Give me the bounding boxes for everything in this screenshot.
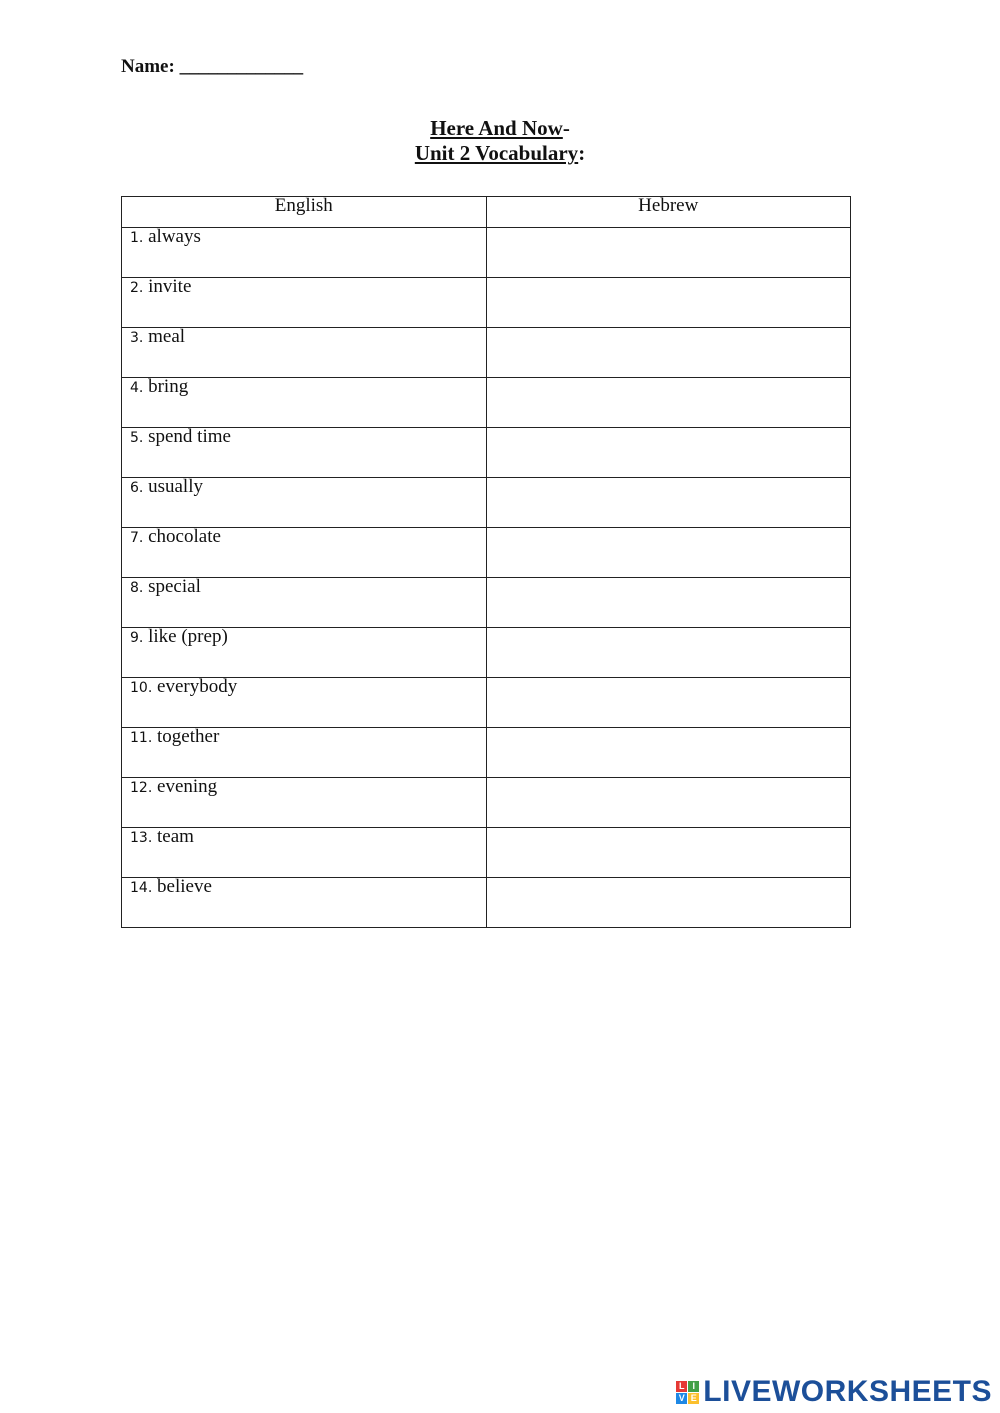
english-word: team: [157, 826, 194, 847]
english-cell: [122, 678, 487, 728]
liveworksheets-logo-icon: [676, 1381, 699, 1404]
item-number: 8.: [130, 580, 144, 596]
table-row: [122, 878, 851, 928]
table-row: [122, 528, 851, 578]
english-cell: [122, 728, 487, 778]
column-header-hebrew: Hebrew: [486, 197, 851, 228]
english-word: meal: [148, 326, 186, 347]
title-line-2: Unit 2 Vocabulary: [414, 141, 579, 165]
item-number: 12.: [130, 780, 153, 796]
hebrew-answer-cell[interactable]: [486, 378, 851, 428]
table-row: [122, 778, 851, 828]
item-number: 6.: [130, 480, 144, 496]
hebrew-answer-cell[interactable]: [486, 228, 851, 278]
table-row: [122, 728, 851, 778]
english-word: special: [148, 576, 201, 597]
english-cell: [122, 228, 487, 278]
logo-letter-tile: I: [688, 1381, 699, 1392]
item-number: 3.: [130, 330, 144, 346]
hebrew-answer-cell[interactable]: [486, 678, 851, 728]
table-row: [122, 278, 851, 328]
name-blank-line[interactable]: _____________: [179, 56, 304, 77]
hebrew-answer-cell[interactable]: [486, 628, 851, 678]
english-word: usually: [148, 476, 203, 497]
item-number: 4.: [130, 380, 144, 396]
hebrew-answer-cell[interactable]: [486, 528, 851, 578]
english-word: believe: [157, 876, 212, 897]
table-row: [122, 628, 851, 678]
table-row: [122, 828, 851, 878]
english-cell: [122, 578, 487, 628]
english-cell: [122, 878, 487, 928]
item-number: 13.: [130, 830, 153, 846]
item-number: 9.: [130, 630, 144, 646]
hebrew-answer-cell[interactable]: [486, 328, 851, 378]
english-word: bring: [148, 376, 189, 397]
english-word: like (prep): [148, 626, 228, 647]
table-header-row: [122, 197, 851, 228]
title-line-2-suffix: :: [578, 141, 586, 165]
name-label: Name:: [121, 56, 175, 77]
table-row: [122, 678, 851, 728]
english-cell: [122, 478, 487, 528]
english-word: everybody: [157, 676, 238, 697]
item-number: 10.: [130, 680, 153, 696]
brand-wordmark: LIVEWORKSHEETS: [703, 1375, 992, 1408]
english-cell: [122, 428, 487, 478]
item-number: 1.: [130, 230, 144, 246]
item-number: 5.: [130, 430, 144, 446]
hebrew-answer-cell[interactable]: [486, 878, 851, 928]
english-word: chocolate: [148, 526, 221, 547]
english-word: together: [157, 726, 220, 747]
english-cell: [122, 278, 487, 328]
title-line-1-suffix: -: [562, 116, 570, 140]
item-number: 2.: [130, 280, 144, 296]
hebrew-answer-cell[interactable]: [486, 578, 851, 628]
table-row: [122, 478, 851, 528]
english-cell: [122, 528, 487, 578]
english-word: spend time: [148, 426, 231, 447]
english-cell: [122, 828, 487, 878]
english-cell: [122, 778, 487, 828]
table-row: [122, 578, 851, 628]
worksheet-title: [0, 116, 1000, 166]
table-row: [122, 428, 851, 478]
column-header-english: English: [122, 197, 487, 228]
hebrew-answer-cell[interactable]: [486, 828, 851, 878]
liveworksheets-footer: [676, 1375, 992, 1409]
item-number: 14.: [130, 880, 153, 896]
table-row: [122, 328, 851, 378]
hebrew-answer-cell[interactable]: [486, 478, 851, 528]
english-cell: [122, 328, 487, 378]
table-row: [122, 228, 851, 278]
hebrew-answer-cell[interactable]: [486, 728, 851, 778]
name-field: [121, 56, 303, 78]
logo-letter-tile: L: [676, 1381, 687, 1392]
english-word: invite: [148, 276, 192, 297]
title-line-1: Here And Now: [430, 116, 563, 140]
logo-letter-tile: V: [676, 1393, 687, 1404]
hebrew-answer-cell[interactable]: [486, 778, 851, 828]
english-cell: [122, 628, 487, 678]
vocabulary-table: [121, 196, 851, 928]
table-row: [122, 378, 851, 428]
item-number: 11.: [130, 730, 153, 746]
english-cell: [122, 378, 487, 428]
hebrew-answer-cell[interactable]: [486, 278, 851, 328]
hebrew-answer-cell[interactable]: [486, 428, 851, 478]
item-number: 7.: [130, 530, 144, 546]
english-word: evening: [157, 776, 218, 797]
english-word: always: [148, 226, 201, 247]
logo-letter-tile: E: [688, 1393, 699, 1404]
